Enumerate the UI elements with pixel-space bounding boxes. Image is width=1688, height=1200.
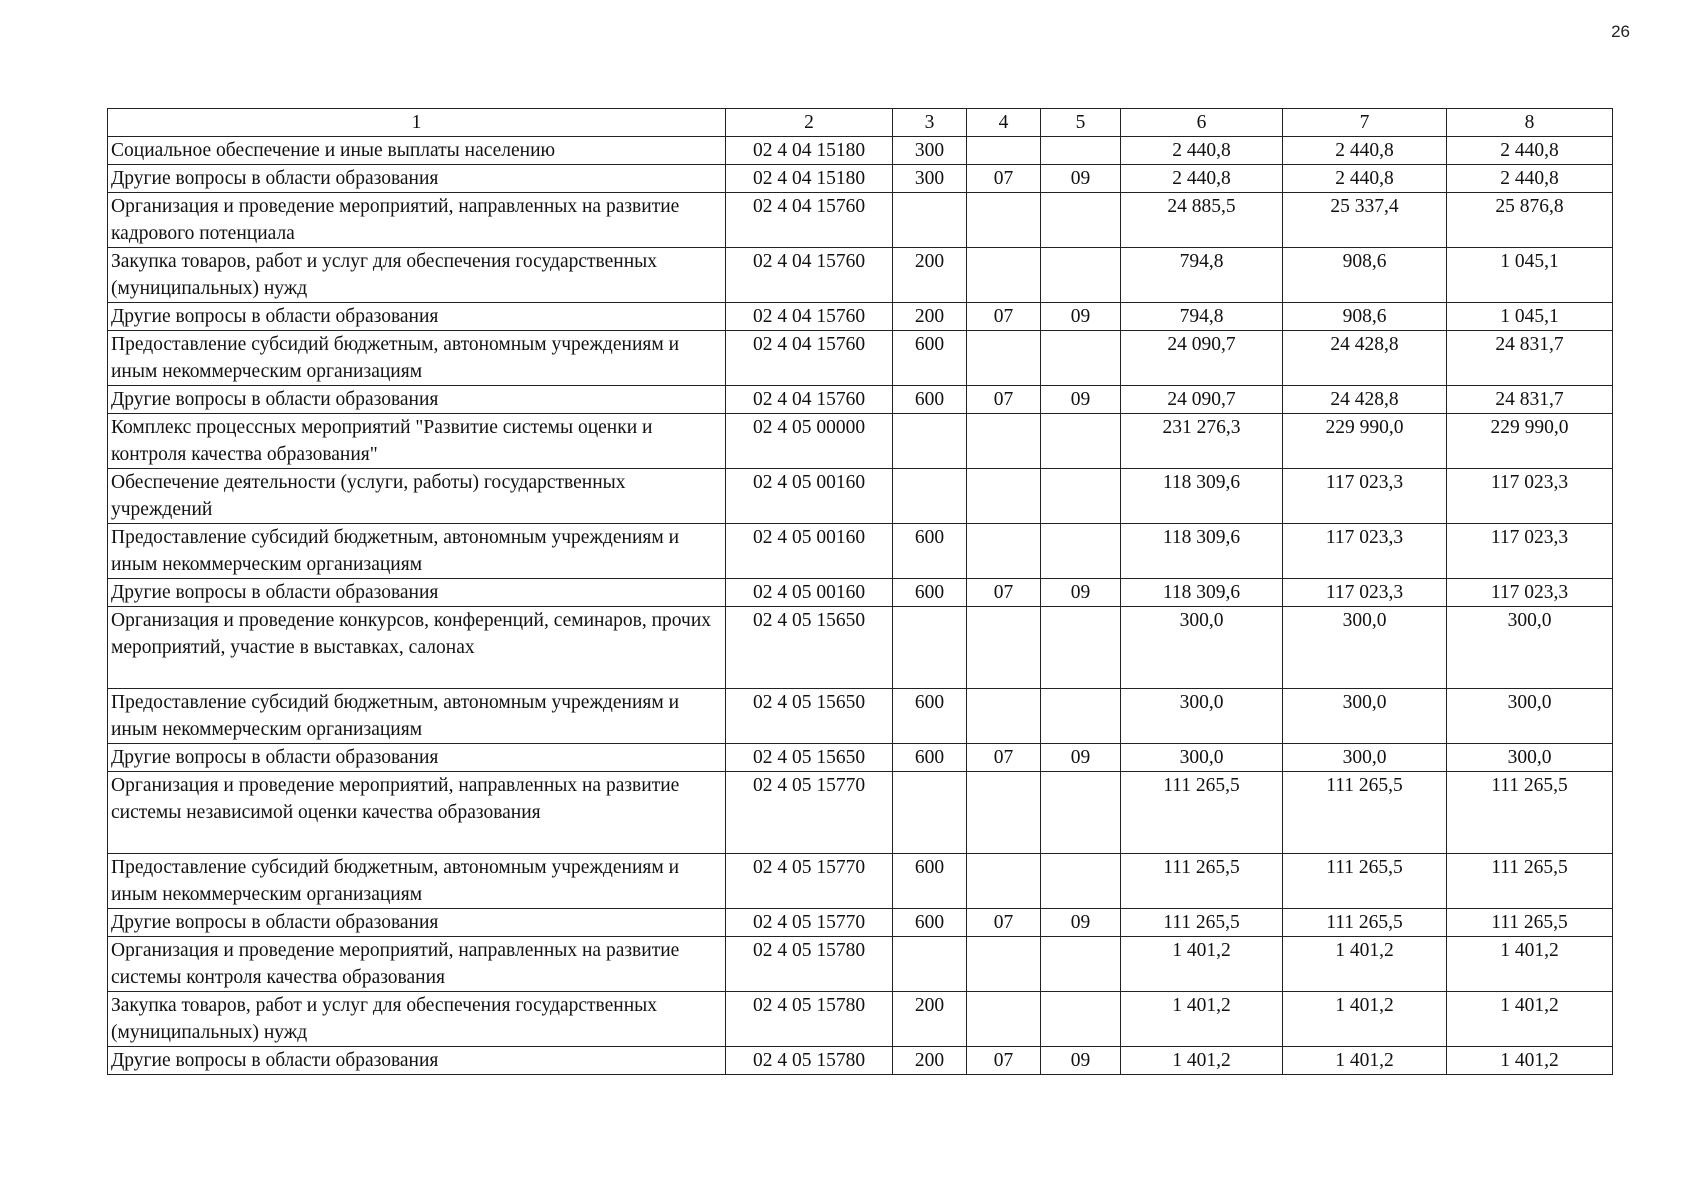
header-cell-8: 8 xyxy=(1447,109,1613,137)
cell-section xyxy=(967,937,1041,992)
cell-name: Организация и проведение мероприятий, направленных на развитие кадрового потенциала xyxy=(108,193,726,248)
cell-expense-type: 600 xyxy=(893,854,967,909)
header-cell-5: 5 xyxy=(1041,109,1121,137)
cell-amount-1: 794,8 xyxy=(1121,248,1283,303)
cell-subsection xyxy=(1041,689,1121,744)
header-cell-1: 1 xyxy=(108,109,726,137)
cell-code: 02 4 05 00160 xyxy=(726,469,893,524)
cell-amount-1: 1 401,2 xyxy=(1121,937,1283,992)
cell-expense-type xyxy=(893,772,967,854)
cell-subsection xyxy=(1041,193,1121,248)
cell-expense-type: 600 xyxy=(893,579,967,607)
cell-amount-1: 2 440,8 xyxy=(1121,137,1283,165)
cell-expense-type: 300 xyxy=(893,137,967,165)
cell-amount-1: 300,0 xyxy=(1121,689,1283,744)
cell-amount-1: 231 276,3 xyxy=(1121,414,1283,469)
cell-name: Другие вопросы в области образования xyxy=(108,303,726,331)
cell-amount-2: 1 401,2 xyxy=(1283,937,1447,992)
table-body xyxy=(108,109,1613,1075)
cell-code: 02 4 05 15650 xyxy=(726,689,893,744)
cell-expense-type xyxy=(893,937,967,992)
cell-amount-2: 2 440,8 xyxy=(1283,137,1447,165)
cell-code: 02 4 05 15770 xyxy=(726,909,893,937)
cell-subsection xyxy=(1041,854,1121,909)
cell-subsection xyxy=(1041,414,1121,469)
cell-amount-1: 794,8 xyxy=(1121,303,1283,331)
cell-subsection: 09 xyxy=(1041,303,1121,331)
cell-code: 02 4 04 15760 xyxy=(726,248,893,303)
cell-name: Организация и проведение мероприятий, направленных на развитие системы независимой оценки качества образования xyxy=(108,772,726,854)
cell-expense-type xyxy=(893,607,967,689)
cell-code: 02 4 04 15760 xyxy=(726,331,893,386)
table-row xyxy=(108,331,1613,386)
table-row xyxy=(108,937,1613,992)
cell-code: 02 4 04 15180 xyxy=(726,165,893,193)
header-cell-4: 4 xyxy=(967,109,1041,137)
table-row xyxy=(108,772,1613,854)
cell-name: Организация и проведение конкурсов, конференций, семинаров, прочих мероприятий, участие в выставках, салонах xyxy=(108,607,726,689)
cell-expense-type: 600 xyxy=(893,909,967,937)
cell-amount-1: 24 090,7 xyxy=(1121,331,1283,386)
cell-code: 02 4 04 15760 xyxy=(726,303,893,331)
table-row xyxy=(108,137,1613,165)
cell-amount-3: 300,0 xyxy=(1447,744,1613,772)
cell-amount-2: 24 428,8 xyxy=(1283,331,1447,386)
cell-name: Предоставление субсидий бюджетным, автономным учреждениям и иным некоммерческим организациям xyxy=(108,689,726,744)
cell-name: Другие вопросы в области образования xyxy=(108,1047,726,1075)
table-row xyxy=(108,193,1613,248)
cell-code: 02 4 05 15780 xyxy=(726,992,893,1047)
cell-amount-3: 24 831,7 xyxy=(1447,331,1613,386)
cell-expense-type: 200 xyxy=(893,248,967,303)
cell-subsection xyxy=(1041,248,1121,303)
cell-section: 07 xyxy=(967,909,1041,937)
cell-expense-type xyxy=(893,469,967,524)
table-row xyxy=(108,909,1613,937)
table-header-row xyxy=(108,109,1613,137)
cell-code: 02 4 05 15650 xyxy=(726,607,893,689)
cell-name: Другие вопросы в области образования xyxy=(108,909,726,937)
cell-section xyxy=(967,607,1041,689)
cell-expense-type: 200 xyxy=(893,303,967,331)
cell-amount-2: 300,0 xyxy=(1283,607,1447,689)
table-row xyxy=(108,744,1613,772)
cell-expense-type: 300 xyxy=(893,165,967,193)
cell-amount-2: 300,0 xyxy=(1283,689,1447,744)
cell-amount-2: 229 990,0 xyxy=(1283,414,1447,469)
cell-amount-2: 25 337,4 xyxy=(1283,193,1447,248)
cell-name: Закупка товаров, работ и услуг для обеспечения государственных (муниципальных) нужд xyxy=(108,992,726,1047)
table-row xyxy=(108,1047,1613,1075)
cell-amount-3: 111 265,5 xyxy=(1447,854,1613,909)
cell-amount-3: 229 990,0 xyxy=(1447,414,1613,469)
table-row xyxy=(108,689,1613,744)
cell-name: Предоставление субсидий бюджетным, автономным учреждениям и иным некоммерческим организациям xyxy=(108,331,726,386)
cell-amount-1: 111 265,5 xyxy=(1121,772,1283,854)
table-row xyxy=(108,992,1613,1047)
cell-section xyxy=(967,689,1041,744)
cell-subsection: 09 xyxy=(1041,909,1121,937)
cell-section xyxy=(967,331,1041,386)
cell-name: Предоставление субсидий бюджетным, автономным учреждениям и иным некоммерческим организациям xyxy=(108,854,726,909)
cell-subsection: 09 xyxy=(1041,579,1121,607)
cell-subsection: 09 xyxy=(1041,386,1121,414)
cell-amount-3: 1 401,2 xyxy=(1447,992,1613,1047)
cell-subsection: 09 xyxy=(1041,165,1121,193)
cell-code: 02 4 05 15770 xyxy=(726,772,893,854)
cell-expense-type: 600 xyxy=(893,386,967,414)
cell-amount-3: 2 440,8 xyxy=(1447,137,1613,165)
cell-amount-3: 24 831,7 xyxy=(1447,386,1613,414)
cell-subsection xyxy=(1041,137,1121,165)
cell-section xyxy=(967,248,1041,303)
cell-amount-3: 2 440,8 xyxy=(1447,165,1613,193)
cell-amount-1: 24 885,5 xyxy=(1121,193,1283,248)
cell-subsection xyxy=(1041,772,1121,854)
cell-section: 07 xyxy=(967,303,1041,331)
cell-amount-2: 908,6 xyxy=(1283,303,1447,331)
cell-amount-1: 118 309,6 xyxy=(1121,579,1283,607)
header-cell-6: 6 xyxy=(1121,109,1283,137)
cell-amount-2: 117 023,3 xyxy=(1283,579,1447,607)
cell-amount-1: 1 401,2 xyxy=(1121,1047,1283,1075)
cell-section xyxy=(967,137,1041,165)
cell-section: 07 xyxy=(967,744,1041,772)
cell-subsection xyxy=(1041,937,1121,992)
cell-amount-1: 300,0 xyxy=(1121,744,1283,772)
cell-amount-3: 117 023,3 xyxy=(1447,524,1613,579)
cell-amount-2: 111 265,5 xyxy=(1283,854,1447,909)
cell-amount-3: 300,0 xyxy=(1447,607,1613,689)
cell-amount-3: 1 045,1 xyxy=(1447,303,1613,331)
cell-expense-type: 600 xyxy=(893,524,967,579)
cell-name: Комплекс процессных мероприятий "Развитие системы оценки и контроля качества образования" xyxy=(108,414,726,469)
cell-amount-3: 111 265,5 xyxy=(1447,772,1613,854)
header-cell-3: 3 xyxy=(893,109,967,137)
cell-section xyxy=(967,469,1041,524)
cell-amount-3: 1 045,1 xyxy=(1447,248,1613,303)
cell-subsection xyxy=(1041,331,1121,386)
cell-section xyxy=(967,193,1041,248)
cell-name: Закупка товаров, работ и услуг для обеспечения государственных (муниципальных) нужд xyxy=(108,248,726,303)
cell-name: Другие вопросы в области образования xyxy=(108,165,726,193)
cell-subsection xyxy=(1041,607,1121,689)
cell-amount-2: 24 428,8 xyxy=(1283,386,1447,414)
cell-amount-2: 300,0 xyxy=(1283,744,1447,772)
cell-code: 02 4 05 00000 xyxy=(726,414,893,469)
cell-amount-3: 1 401,2 xyxy=(1447,1047,1613,1075)
cell-code: 02 4 05 15780 xyxy=(726,937,893,992)
table-row xyxy=(108,579,1613,607)
cell-section xyxy=(967,524,1041,579)
table-row xyxy=(108,524,1613,579)
cell-amount-1: 111 265,5 xyxy=(1121,854,1283,909)
cell-expense-type: 200 xyxy=(893,1047,967,1075)
cell-section xyxy=(967,772,1041,854)
cell-amount-1: 300,0 xyxy=(1121,607,1283,689)
cell-amount-1: 1 401,2 xyxy=(1121,992,1283,1047)
cell-code: 02 4 05 00160 xyxy=(726,524,893,579)
cell-amount-1: 2 440,8 xyxy=(1121,165,1283,193)
cell-amount-1: 24 090,7 xyxy=(1121,386,1283,414)
cell-subsection xyxy=(1041,992,1121,1047)
cell-name: Обеспечение деятельности (услуги, работы) государственных учреждений xyxy=(108,469,726,524)
cell-expense-type xyxy=(893,193,967,248)
cell-code: 02 4 04 15760 xyxy=(726,386,893,414)
cell-section: 07 xyxy=(967,579,1041,607)
cell-amount-3: 111 265,5 xyxy=(1447,909,1613,937)
cell-subsection xyxy=(1041,469,1121,524)
cell-code: 02 4 05 15770 xyxy=(726,854,893,909)
cell-amount-3: 300,0 xyxy=(1447,689,1613,744)
cell-amount-2: 2 440,8 xyxy=(1283,165,1447,193)
cell-section: 07 xyxy=(967,165,1041,193)
cell-code: 02 4 04 15180 xyxy=(726,137,893,165)
cell-amount-2: 111 265,5 xyxy=(1283,772,1447,854)
cell-amount-2: 117 023,3 xyxy=(1283,524,1447,579)
cell-amount-3: 25 876,8 xyxy=(1447,193,1613,248)
cell-amount-1: 111 265,5 xyxy=(1121,909,1283,937)
cell-section: 07 xyxy=(967,386,1041,414)
table-row xyxy=(108,248,1613,303)
cell-expense-type: 200 xyxy=(893,992,967,1047)
cell-expense-type: 600 xyxy=(893,689,967,744)
cell-code: 02 4 05 00160 xyxy=(726,579,893,607)
cell-name: Другие вопросы в области образования xyxy=(108,386,726,414)
cell-expense-type: 600 xyxy=(893,744,967,772)
table-row xyxy=(108,469,1613,524)
table-row xyxy=(108,386,1613,414)
cell-subsection: 09 xyxy=(1041,744,1121,772)
header-cell-2: 2 xyxy=(726,109,893,137)
cell-expense-type: 600 xyxy=(893,331,967,386)
cell-section: 07 xyxy=(967,1047,1041,1075)
cell-amount-2: 111 265,5 xyxy=(1283,909,1447,937)
cell-name: Другие вопросы в области образования xyxy=(108,744,726,772)
cell-section xyxy=(967,854,1041,909)
cell-expense-type xyxy=(893,414,967,469)
cell-code: 02 4 05 15650 xyxy=(726,744,893,772)
cell-amount-2: 117 023,3 xyxy=(1283,469,1447,524)
header-cell-7: 7 xyxy=(1283,109,1447,137)
table-row xyxy=(108,607,1613,689)
cell-section xyxy=(967,414,1041,469)
page-number: 26 xyxy=(1611,22,1630,41)
cell-subsection xyxy=(1041,524,1121,579)
cell-amount-2: 1 401,2 xyxy=(1283,1047,1447,1075)
cell-amount-2: 908,6 xyxy=(1283,248,1447,303)
budget-table xyxy=(107,108,1613,1075)
cell-code: 02 4 04 15760 xyxy=(726,193,893,248)
cell-amount-1: 118 309,6 xyxy=(1121,469,1283,524)
cell-subsection: 09 xyxy=(1041,1047,1121,1075)
cell-amount-2: 1 401,2 xyxy=(1283,992,1447,1047)
cell-amount-3: 117 023,3 xyxy=(1447,469,1613,524)
cell-amount-3: 117 023,3 xyxy=(1447,579,1613,607)
table-row xyxy=(108,414,1613,469)
cell-amount-3: 1 401,2 xyxy=(1447,937,1613,992)
cell-name: Предоставление субсидий бюджетным, автономным учреждениям и иным некоммерческим организациям xyxy=(108,524,726,579)
cell-name: Организация и проведение мероприятий, направленных на развитие системы контроля качества образования xyxy=(108,937,726,992)
table-row xyxy=(108,303,1613,331)
table-row xyxy=(108,854,1613,909)
cell-amount-1: 118 309,6 xyxy=(1121,524,1283,579)
cell-name: Другие вопросы в области образования xyxy=(108,579,726,607)
cell-section xyxy=(967,992,1041,1047)
table-row xyxy=(108,165,1613,193)
cell-code: 02 4 05 15780 xyxy=(726,1047,893,1075)
cell-name: Социальное обеспечение и иные выплаты населению xyxy=(108,137,726,165)
